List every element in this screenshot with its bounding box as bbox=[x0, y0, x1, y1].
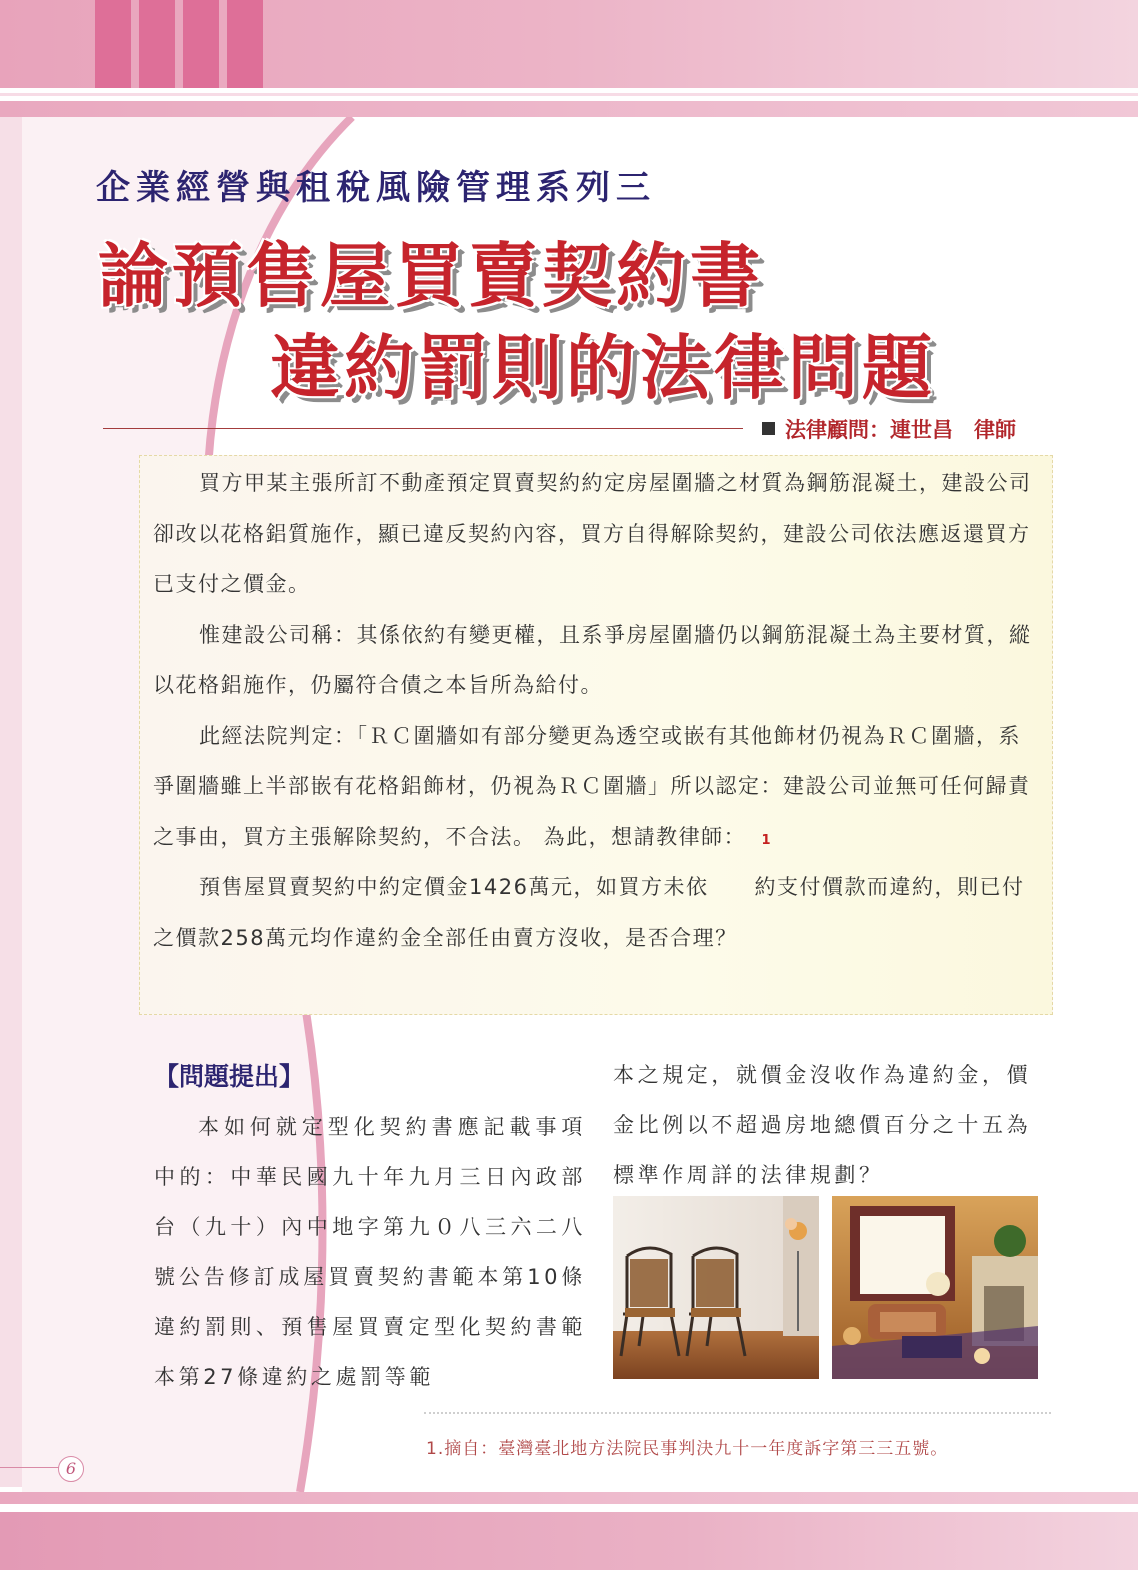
living-room-photo bbox=[832, 1196, 1038, 1379]
question-text-segment: 預售屋買賣契約中約定價金1426萬元，如買方未依 bbox=[199, 875, 709, 899]
footer-band bbox=[0, 1512, 1138, 1570]
footnote-divider bbox=[424, 1412, 1051, 1414]
footer-rule bbox=[0, 1492, 1138, 1504]
chairs-photo bbox=[613, 1196, 819, 1379]
header-stripe bbox=[139, 0, 175, 88]
author-divider bbox=[103, 428, 743, 429]
author-text: 法律顧問：連世昌 律師 bbox=[785, 418, 1016, 442]
header-stripe bbox=[95, 0, 131, 88]
footnote-anchor-text: 約 bbox=[754, 875, 777, 899]
section-heading: 【問題提出】 bbox=[154, 1062, 305, 1091]
footnote: 1.摘自：臺灣臺北地方法院民事判決九十一年度訴字第三三五號。 bbox=[426, 1439, 949, 1459]
article-title-line2: 違約罰則的法律問題 bbox=[270, 327, 936, 409]
question-paragraph: 惟建設公司稱：其係依約有變更權，且系爭房屋圍牆仍以鋼筋混凝土為主要材質，縱以花格鋁施作，仍屬符合債之本旨所為給付。 bbox=[153, 622, 1032, 697]
square-bullet-icon bbox=[762, 422, 775, 435]
question-paragraph: 買方甲某主張所訂不動產預定買賣契約約定房屋圍牆之材質為鋼筋混凝土，建設公司卻改以花格鋁質施作，顯已違反契約內容，買方自得解除契約，建設公司依法應返還買方已支付之價金。 bbox=[153, 471, 1032, 596]
header-rule bbox=[0, 101, 1138, 117]
body-column-right: 本之規定，就價金沒收作為違約金，價金比例以不超過房地總價百分之十五為標準作周詳的法律規劃？ bbox=[613, 1063, 1032, 1187]
question-paragraph: 此經法院判定：「ＲＣ圍牆如有部分變更為透空或嵌有其他飾材仍視為ＲＣ圍牆，系爭圍牆雖上半部嵌有花格鋁飾材，仍視為ＲＣ圍牆」所以認定：建設公司並無可任何歸責之事由，買方主張解除契約，不合法。 為此，想請教律師： bbox=[153, 723, 1031, 849]
question-text bbox=[153, 458, 1041, 963]
footnote-anchor[interactable] bbox=[708, 833, 777, 913]
page-number: 6 bbox=[58, 1456, 84, 1482]
header-stripe bbox=[227, 0, 263, 88]
header-stripe bbox=[183, 0, 219, 88]
footnote-ref: 1 bbox=[761, 833, 772, 848]
header-divider bbox=[0, 93, 1138, 96]
body-column-left: 本如何就定型化契約書應記載事項中的：中華民國九十年九月三日內政部台（九十）內中地字第九０八三六二八號公告修訂成屋買賣契約書範本第10條違約罰則、預售屋買賣定型化契約書範本第27條違約之處罰等範 bbox=[154, 1115, 586, 1389]
question-paragraph bbox=[153, 833, 1041, 963]
series-title: 企業經營與租稅風險管理系列三 bbox=[96, 168, 656, 208]
author-byline bbox=[762, 414, 1016, 444]
article-title-line1: 論預售屋買賣契約書 bbox=[98, 235, 764, 317]
question-text-segment: 支付價款而違約，則已付之價款258萬元均作違約金全部任由賣方沒收，是否合理？ bbox=[153, 875, 1025, 950]
